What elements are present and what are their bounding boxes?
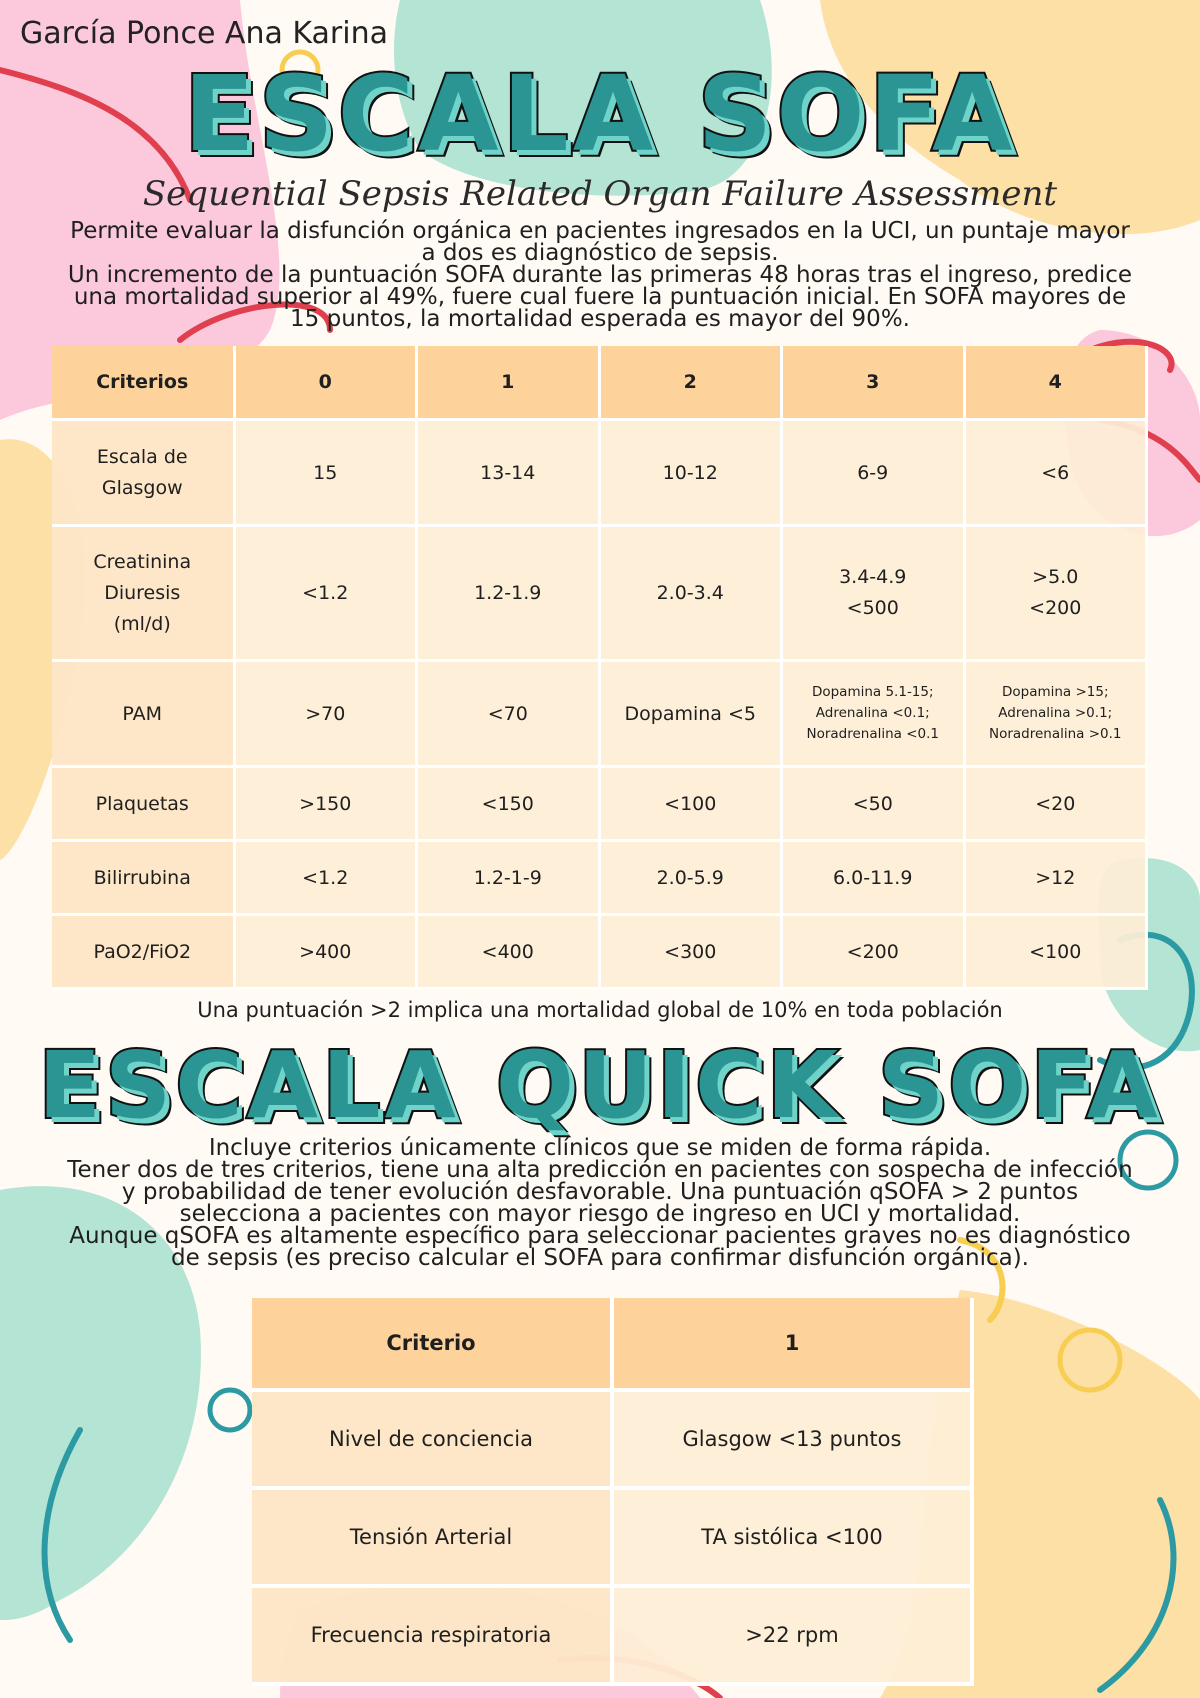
sofa-cell: <300 bbox=[599, 915, 782, 989]
sofa-cell: 2.0-5.9 bbox=[599, 841, 782, 915]
sofa-cell: 1.2-1.9 bbox=[417, 526, 600, 661]
sofa-cell: <70 bbox=[417, 661, 600, 767]
sofa-row-pam bbox=[52, 661, 1147, 767]
qsofa-description bbox=[60, 1137, 1140, 1269]
sofa-criterion-line: Creatinina bbox=[93, 550, 192, 573]
qsofa-value-cell: Glasgow <13 puntos bbox=[612, 1390, 972, 1488]
sofa-table bbox=[52, 346, 1148, 990]
qsofa-criterion-cell: Nivel de conciencia bbox=[252, 1390, 612, 1488]
qsofa-title: ESCALA QUICK SOFA bbox=[38, 1032, 1162, 1139]
sofa-cell bbox=[782, 526, 965, 661]
sofa-cell-line: Adrenalina >0.1; bbox=[998, 705, 1113, 721]
sofa-mortality-note: Una puntuación >2 implica una mortalidad global de 10% en toda población bbox=[197, 998, 1003, 1022]
sofa-cell: <100 bbox=[599, 767, 782, 841]
sofa-cell-line: <200 bbox=[1029, 597, 1082, 619]
qsofa-row bbox=[252, 1488, 972, 1586]
qsofa-criterion-cell: Tensión Arterial bbox=[252, 1488, 612, 1586]
sofa-cell: 1.2-1-9 bbox=[417, 841, 600, 915]
sofa-cell: 6.0-11.9 bbox=[782, 841, 965, 915]
sofa-cell: >70 bbox=[234, 661, 417, 767]
sofa-cell: <150 bbox=[417, 767, 600, 841]
sofa-cell: <1.2 bbox=[234, 526, 417, 661]
sofa-criterion-cell: PaO2/FiO2 bbox=[52, 915, 234, 989]
sofa-row-bilirrubina bbox=[52, 841, 1147, 915]
sofa-header-cell: 4 bbox=[964, 346, 1147, 420]
qsofa-value-cell: >22 rpm bbox=[612, 1586, 972, 1684]
sofa-cell: <400 bbox=[417, 915, 600, 989]
sofa-cell: <50 bbox=[782, 767, 965, 841]
sofa-cell-line: Dopamina >15; bbox=[1001, 684, 1109, 700]
qsofa-criterion-cell: Frecuencia respiratoria bbox=[252, 1586, 612, 1684]
sofa-cell: 2.0-3.4 bbox=[599, 526, 782, 661]
sofa-header-cell: 2 bbox=[599, 346, 782, 420]
sofa-cell: 13-14 bbox=[417, 420, 600, 526]
sofa-criterion-cell: Bilirrubina bbox=[52, 841, 234, 915]
author-name: García Ponce Ana Karina bbox=[20, 16, 388, 51]
sofa-paragraph-2: Un incremento de la puntuación SOFA durante las primeras 48 horas tras el ingreso, predice una mortalidad superior al 49%, fuere cual fuere la puntuación inicial. En SOFA mayores de 15 puntos, la mortalidad esperada es mayor del 90%. bbox=[67, 262, 1133, 332]
qsofa-table-header-row bbox=[252, 1298, 972, 1390]
sofa-row-creatinina bbox=[52, 526, 1147, 661]
sofa-cell-line: >5.0 bbox=[1032, 566, 1079, 588]
sofa-criterion-cell: PAM bbox=[52, 661, 234, 767]
sofa-table-header-row bbox=[52, 346, 1147, 420]
sofa-criterion-cell bbox=[52, 420, 234, 526]
sofa-cell bbox=[964, 661, 1147, 767]
qsofa-table bbox=[252, 1298, 974, 1686]
sofa-cell-line: 3.4-4.9 bbox=[839, 566, 907, 588]
sofa-cell bbox=[964, 526, 1147, 661]
sofa-header-cell: 0 bbox=[234, 346, 417, 420]
sofa-cell: <1.2 bbox=[234, 841, 417, 915]
qsofa-row bbox=[252, 1586, 972, 1684]
sofa-paragraph-1: Permite evaluar la disfunción orgánica en pacientes ingresados en la UCI, un puntaje mayor a dos es diagnóstico de sepsis. bbox=[70, 218, 1130, 266]
sofa-cell: >12 bbox=[964, 841, 1147, 915]
sofa-cell-line: Noradrenalina >0.1 bbox=[988, 726, 1122, 742]
sofa-description bbox=[60, 220, 1140, 330]
qsofa-value-cell: TA sistólica <100 bbox=[612, 1488, 972, 1586]
qsofa-paragraph-3: Aunque qSOFA es altamente específico para seleccionar pacientes graves no es diagnóstico de sepsis (es preciso calcular el SOFA para confirmar disfunción orgánica). bbox=[69, 1223, 1131, 1271]
sofa-cell: 15 bbox=[234, 420, 417, 526]
sofa-criterion-label: Escala de Glasgow bbox=[96, 445, 188, 499]
sofa-cell: >400 bbox=[234, 915, 417, 989]
sofa-header-cell: 1 bbox=[417, 346, 600, 420]
qsofa-header-cell: 1 bbox=[612, 1298, 972, 1390]
sofa-cell: 6-9 bbox=[782, 420, 965, 526]
sofa-cell bbox=[782, 661, 965, 767]
sofa-cell: >150 bbox=[234, 767, 417, 841]
sofa-row-glasgow bbox=[52, 420, 1147, 526]
sofa-cell-line: Dopamina 5.1-15; bbox=[811, 684, 934, 700]
qsofa-header-cell: Criterio bbox=[252, 1298, 612, 1390]
sofa-criterion-line: (ml/d) bbox=[113, 612, 171, 635]
sofa-cell: <20 bbox=[964, 767, 1147, 841]
sofa-header-cell: Criterios bbox=[52, 346, 234, 420]
sofa-header-cell: 3 bbox=[782, 346, 965, 420]
sofa-row-pao2-fio2 bbox=[52, 915, 1147, 989]
sofa-cell-line: Noradrenalina <0.1 bbox=[806, 726, 940, 742]
sofa-criterion-cell: Plaquetas bbox=[52, 767, 234, 841]
qsofa-paragraph-2: Tener dos de tres criterios, tiene una alta predicción en pacientes con sospecha de infección y probabilidad de tener evolución desfavorable. Una puntuación qSOFA > 2 puntos selecciona a pacientes con mayor riesgo de ingreso en UCI y mortalidad. bbox=[67, 1157, 1133, 1227]
sofa-cell: <200 bbox=[782, 915, 965, 989]
qsofa-row bbox=[252, 1390, 972, 1488]
sofa-subtitle: Sequential Sepsis Related Organ Failure Assessment bbox=[142, 174, 1058, 214]
sofa-cell-line: <500 bbox=[846, 597, 899, 619]
qsofa-paragraph-1: Incluye criterios únicamente clínicos que se miden de forma rápida. bbox=[208, 1135, 992, 1161]
sofa-cell: Dopamina <5 bbox=[599, 661, 782, 767]
sofa-criterion-line: Diuresis bbox=[104, 581, 181, 604]
sofa-cell: <6 bbox=[964, 420, 1147, 526]
sofa-title: ESCALA SOFA bbox=[183, 53, 1017, 175]
sofa-cell: 10-12 bbox=[599, 420, 782, 526]
sofa-cell: <100 bbox=[964, 915, 1147, 989]
sofa-criterion-cell bbox=[52, 526, 234, 661]
sofa-cell-line: Adrenalina <0.1; bbox=[815, 705, 930, 721]
sofa-row-plaquetas bbox=[52, 767, 1147, 841]
